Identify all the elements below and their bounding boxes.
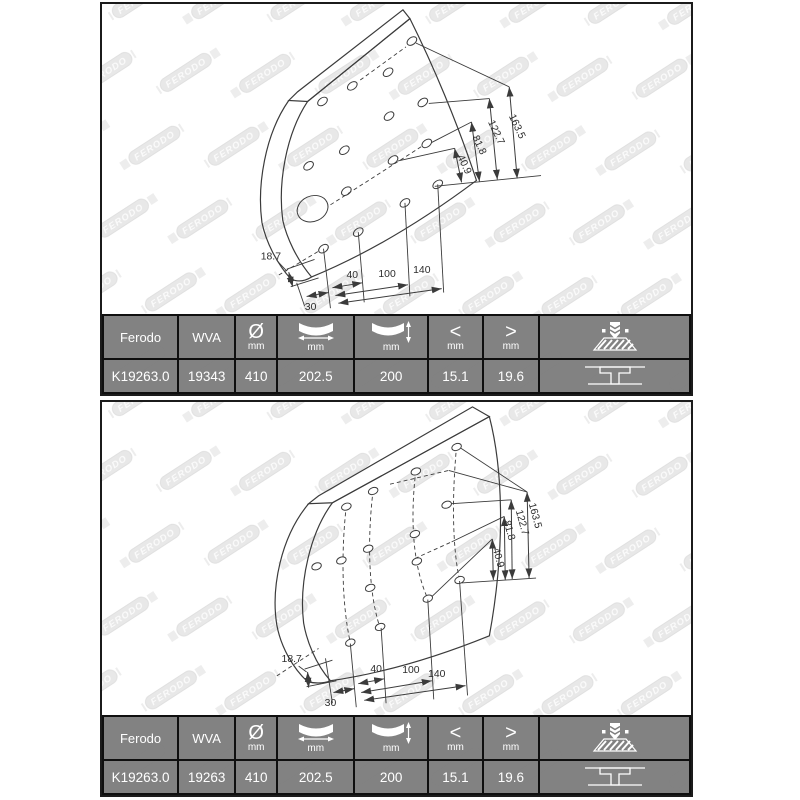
dim-label: 40 <box>346 270 359 281</box>
dim-label: 81.8 <box>469 133 489 157</box>
wva-header-cell <box>178 315 235 359</box>
part-number-cell: K19263.0 <box>103 359 178 393</box>
greater-than-icon: > <box>505 320 517 343</box>
part-number-cell: K19263.0 <box>103 760 178 794</box>
wva-header-cell <box>178 716 235 760</box>
brand-label: Ferodo <box>119 730 162 746</box>
brake-lining-outline <box>261 10 477 281</box>
rivet-icon <box>583 763 647 789</box>
bottom-dimension-lines <box>307 283 442 303</box>
dim-label: 122.7 <box>512 508 531 537</box>
bottom-extension-lines <box>297 184 444 308</box>
rivet-header-cell <box>539 716 690 760</box>
dim-label: 163.5 <box>505 112 528 141</box>
width-cell: 202.5 <box>277 359 354 393</box>
dim-label: 18.7 <box>260 251 282 263</box>
dim-label: 140 <box>428 668 446 680</box>
brand-label: Ferodo <box>119 329 162 345</box>
diameter-cell: 410 <box>235 359 277 393</box>
max-cell: 19.6 <box>483 359 539 393</box>
lining-thickness-icon <box>370 722 412 744</box>
rivet-header-cell <box>539 315 690 359</box>
thickness-cell: 200 <box>354 760 428 794</box>
max-cell: 19.6 <box>483 760 539 794</box>
diameter-icon: Ø <box>248 320 264 343</box>
dim-label: 30 <box>324 698 337 710</box>
diameter-header-cell: Ø mm <box>235 716 277 760</box>
thickness-cell: 200 <box>354 359 428 393</box>
panel-top <box>100 2 693 396</box>
brand-header-cell <box>103 716 178 760</box>
brand-header-cell <box>103 315 178 359</box>
rivet-icon <box>583 362 647 388</box>
dim-label: 30 <box>304 302 317 314</box>
panel-bottom <box>100 400 693 797</box>
dim-label: 18.7 <box>281 654 302 666</box>
min-cell: 15.1 <box>428 359 483 393</box>
spec-table <box>102 715 691 795</box>
min-header-cell: < mm <box>428 716 483 760</box>
dim-label: 100 <box>378 269 396 280</box>
large-hole <box>293 191 333 227</box>
wva-label: WVA <box>192 329 221 345</box>
dim-label: 40.9 <box>454 153 474 177</box>
min-header-cell: < mm <box>428 315 483 359</box>
spec-table <box>102 314 691 394</box>
dim-label: 40.9 <box>489 546 506 569</box>
dim-label: 122.7 <box>485 118 507 147</box>
lining-width-icon <box>295 722 337 744</box>
wva-label: WVA <box>192 730 221 746</box>
rivet-holes <box>293 35 445 255</box>
dim-label: 81.8 <box>500 519 517 542</box>
less-than-icon: < <box>449 721 462 744</box>
technical-drawing-top <box>102 4 691 314</box>
dim-label: 140 <box>413 265 431 277</box>
diameter-cell: 410 <box>235 760 277 794</box>
technical-drawing-bottom <box>102 402 691 715</box>
width-header-cell: mm <box>277 315 354 359</box>
drill-icon <box>592 721 638 753</box>
rivet-type-cell <box>539 359 690 393</box>
max-header-cell: > mm <box>483 315 539 359</box>
brake-lining-outline <box>275 407 500 683</box>
width-header-cell: mm <box>277 716 354 760</box>
less-than-icon: < <box>449 320 462 343</box>
leader-lines <box>279 43 541 275</box>
diameter-icon: Ø <box>248 721 264 744</box>
dim-label: 40 <box>370 664 382 675</box>
dim-label: 100 <box>402 665 420 676</box>
thickness-header-cell: mm <box>354 716 428 760</box>
width-cell: 202.5 <box>277 760 354 794</box>
wva-number-cell: 19263 <box>178 760 235 794</box>
diameter-header-cell: Ø mm <box>235 315 277 359</box>
rivet-type-cell <box>539 760 690 794</box>
bottom-dimension-lines <box>333 679 465 701</box>
wva-number-cell: 19343 <box>178 359 235 393</box>
drill-icon <box>592 320 638 352</box>
lining-width-icon <box>295 321 337 343</box>
dim-label: 163.5 <box>525 501 544 530</box>
lining-thickness-icon <box>370 321 412 343</box>
thickness-header-cell: mm <box>354 315 428 359</box>
radial-dimension-labels <box>490 502 544 569</box>
greater-than-icon: > <box>505 721 517 744</box>
max-header-cell: > mm <box>483 716 539 760</box>
min-cell: 15.1 <box>428 760 483 794</box>
hole-center-lines <box>277 446 460 676</box>
